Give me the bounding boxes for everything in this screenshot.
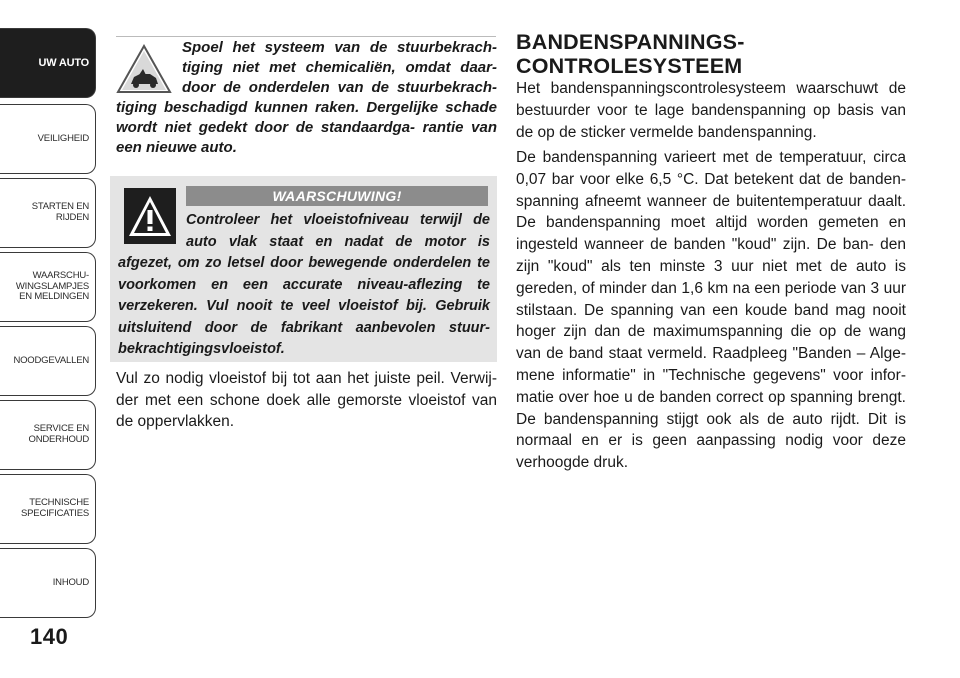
tab-label: INHOUD bbox=[52, 576, 89, 588]
tab-label: WAARSCHU- WINGSLAMPJES EN MELDINGEN bbox=[15, 270, 89, 303]
warning-text bbox=[118, 210, 490, 361]
tab-label: UW AUTO bbox=[38, 56, 89, 69]
tab-waarschuwingslampjes[interactable] bbox=[0, 252, 96, 322]
tab-noodgevallen[interactable] bbox=[0, 326, 96, 396]
tab-veiligheid[interactable] bbox=[0, 104, 96, 174]
tab-technische-specificaties[interactable] bbox=[0, 474, 96, 544]
warning-header: WAARSCHUWING! bbox=[186, 186, 488, 206]
body-text-left: Vul zo nodig vloeistof bij tot aan het juiste peil. Verwij- der met een schone doek alle gemorste vloeistof van de oppervlakken. bbox=[116, 370, 497, 430]
tab-label: NOODGEVALLEN bbox=[13, 354, 89, 366]
page-number: 140 bbox=[30, 624, 69, 649]
caution-text: Spoel het systeem van de stuurbekrach- tiging niet met chemicaliën, omdat daar- door de onderdelen van de stuurbekrach- tiging beschadigd kunnen raken. Dergelijke schade wordt niet gedekt door de standaardga- rantie van een nieuwe auto. bbox=[116, 39, 497, 156]
tab-label: TECHNISCHE SPECIFICATIES bbox=[21, 497, 89, 519]
paragraph-intro: Het bandenspanningscontrolesysteem waarschuwt de bestuurder voor te lage bandenspanning op basis van de op de sticker vermelde bandenspanning. bbox=[516, 80, 906, 141]
section-title: BANDENSPANNINGS- CONTROLESYSTEEM bbox=[516, 30, 745, 78]
tab-service-en-onderhoud[interactable] bbox=[0, 400, 96, 470]
caution-block bbox=[116, 38, 497, 158]
car-caution-icon bbox=[116, 44, 172, 94]
warning-box bbox=[110, 176, 497, 362]
warning-text-content: Controleer het vloeistofniveau terwijl de auto vlak staat en nadat de motor is afgezet, om zo letsel door bewegende onderdelen te voorkomen en een accurate niveau-aflezing te verzekeren. Vul nooit te veel vloeistof bij. Gebruik uitsluitend door de fabrikant aanbevolen stuur- bekrachtigingsvloeistof. bbox=[118, 212, 490, 357]
tab-uw-auto[interactable] bbox=[0, 28, 96, 98]
tab-label: STARTEN EN RIJDEN bbox=[31, 201, 89, 223]
paragraph-tire-pressure: De bandenspanning varieert met de temperatuur, circa 0,07 bar voor elke 6,5 °C. Dat betekent dat de banden- spanning afneemt wanneer de buitentemperatuur daalt. De bandenspanning moet altijd worden gemeten en ingesteld wanneer de banden "koud" zijn. De ban- den zijn "koud" als ten minste 3 uur niet met de auto is gereden, of minder dan 1,6 km na een periode van 3 uur stilstaan. De spanning van een koude band mag nooit hoger zijn dan de maximumspanning die op de wang van de band staat vermeld. Raadpleeg "Banden – Alge- mene informatie" in "Technische gegevens" voor infor- matie over hoe u de banden correct op spanning brengt. De bandenspanning stijgt ook als de auto rijdt. Dit is normaal en er is geen aanpassing nodig voor deze verhoogde druk. bbox=[516, 149, 906, 472]
caution-divider bbox=[116, 36, 496, 37]
tab-starten-en-rijden[interactable] bbox=[0, 178, 96, 248]
tab-label: VEILIGHEID bbox=[37, 132, 89, 144]
tab-label: SERVICE EN ONDERHOUD bbox=[28, 423, 89, 445]
tab-inhoud[interactable] bbox=[0, 548, 96, 618]
